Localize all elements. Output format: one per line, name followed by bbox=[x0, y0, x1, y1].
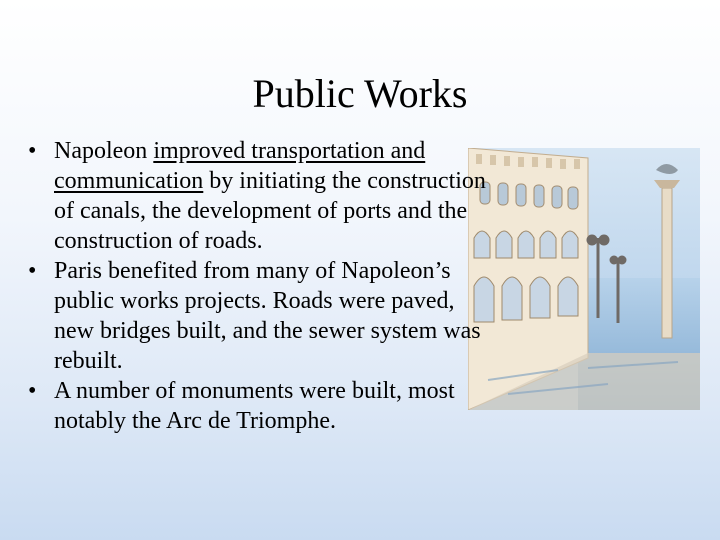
bullet-dot: • bbox=[28, 258, 37, 284]
bullet-dot: • bbox=[28, 138, 37, 164]
bullet-dot: • bbox=[28, 378, 37, 404]
bullet-text: A number of monuments were built, most notably the Arc de Triomphe. bbox=[54, 378, 455, 434]
bullet-item bbox=[28, 256, 498, 376]
bullet-text: Napoleon improved transportation and communication by initiating the construction of canals, the development of ports and the construction of roads. bbox=[54, 138, 486, 254]
bullet-text: Paris benefited from many of Napoleon’s public works projects. Roads were paved, new bridges built, and the sewer system was rebuilt. bbox=[54, 258, 481, 374]
bullet-item bbox=[28, 136, 498, 256]
venice-palace-illustration bbox=[468, 148, 700, 410]
bullet-list bbox=[28, 136, 498, 436]
slide-title: Public Works bbox=[252, 71, 468, 116]
bullet-item bbox=[28, 376, 498, 436]
